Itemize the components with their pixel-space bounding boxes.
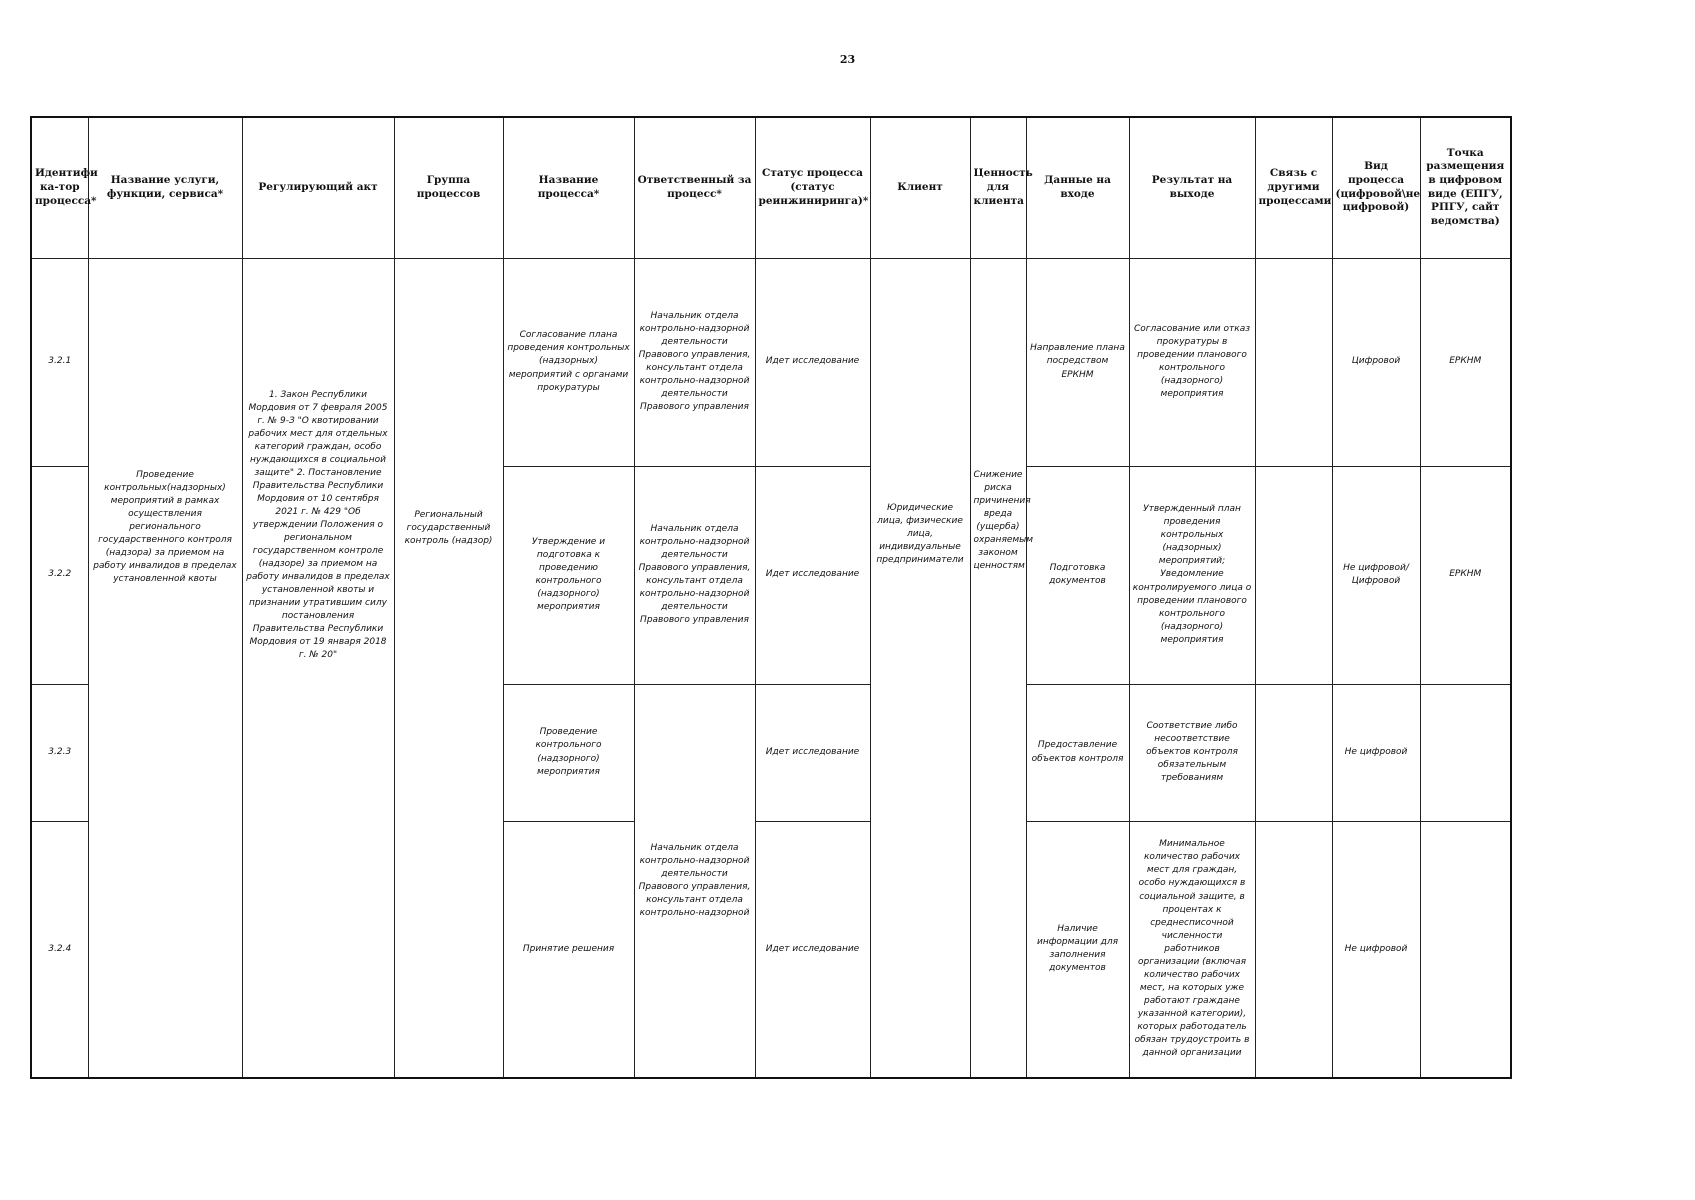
cell-input: Направление плана посредством ЕРКНМ — [1026, 258, 1129, 466]
header-cell-id: Идентифи ка-тор процесса* — [31, 117, 88, 258]
cell-act: 1. Закон Республики Мордовия от 7 февраля 2005 г. № 9-З "О квотировании рабочих мест для отдельных категорий граждан, особо нуждающихся в социальной защите" 2. Постановление Правительства Республики Мордовия от 10 сентября 2021 г. № 429 "Об утверждении Положения о региональном государственном контроле (надзоре) за приемом на работу инвалидов в пределах установленной квоты и признании утратившим силу постановления Правительства Республики Мордовия от 19 января 2018 г. № 20" — [242, 258, 394, 1078]
process-table — [30, 116, 1512, 1079]
cell-status: Идет исследование — [755, 466, 870, 684]
cell-kind: Не цифровой/Цифровой — [1332, 466, 1420, 684]
cell-input: Предоставление объектов контроля — [1026, 684, 1129, 821]
cell-status: Идет исследование — [755, 684, 870, 821]
header-cell-service: Название услуги, функции, сервиса* — [88, 117, 242, 258]
cell-point: ЕРКНМ — [1420, 258, 1511, 466]
page-number: 23 — [839, 53, 856, 66]
table-row — [31, 258, 1511, 466]
cell-input: Подготовка документов — [1026, 466, 1129, 684]
cell-link — [1255, 466, 1332, 684]
cell-link — [1255, 258, 1332, 466]
header-cell-responsible: Ответственный за процесс* — [634, 117, 755, 258]
header-cell-output: Результат на выходе — [1129, 117, 1255, 258]
header-cell-point: Точка размещения в цифровом виде (ЕПГУ, РПГУ, сайт ведомства) — [1420, 117, 1511, 258]
header-cell-client: Клиент — [870, 117, 970, 258]
header-cell-kind: Вид процесса (цифровой\не цифровой) — [1332, 117, 1420, 258]
cell-responsible: Начальник отдела контрольно-надзорной деятельности Правового управления, консультант отдела контрольно-надзорной деятельности Правового управления — [634, 258, 755, 466]
cell-id: 3.2.2 — [31, 466, 88, 684]
cell-kind: Не цифровой — [1332, 821, 1420, 1078]
cell-link — [1255, 821, 1332, 1078]
header-cell-act: Регулирующий акт — [242, 117, 394, 258]
cell-responsible: Начальник отдела контрольно-надзорной деятельности Правового управления, консультант отдела контрольно-надзорной деятельности Правового управления — [634, 466, 755, 684]
cell-kind: Не цифровой — [1332, 684, 1420, 821]
cell-client: Юридические лица, физические лица, индивидуальные предприниматели — [870, 258, 970, 1078]
cell-group: Региональный государственный контроль (надзор) — [394, 258, 503, 1078]
cell-service: Проведение контрольных(надзорных) мероприятий в рамках осуществления регионального государственного контроля (надзора) за приемом на работу инвалидов в пределах установленной квоты — [88, 258, 242, 1078]
header-cell-link: Связь с другими процессами — [1255, 117, 1332, 258]
header-cell-input: Данные на входе — [1026, 117, 1129, 258]
cell-id: 3.2.4 — [31, 821, 88, 1078]
cell-point — [1420, 821, 1511, 1078]
cell-link — [1255, 684, 1332, 821]
header-cell-value: Ценность для клиента — [970, 117, 1026, 258]
cell-id: 3.2.3 — [31, 684, 88, 821]
cell-process: Согласование плана проведения контрольных (надзорных) мероприятий с органами прокуратуры — [503, 258, 634, 466]
cell-status: Идет исследование — [755, 258, 870, 466]
cell-output: Утвержденный план проведения контрольных (надзорных) мероприятий; Уведомление контролируемого лица о проведении планового контрольного (надзорного) мероприятия — [1129, 466, 1255, 684]
cell-process: Утверждение и подготовка к проведению контрольного (надзорного) мероприятия — [503, 466, 634, 684]
cell-output: Соответствие либо несоответствие объектов контроля обязательным требованиям — [1129, 684, 1255, 821]
cell-input: Наличие информации для заполнения документов — [1026, 821, 1129, 1078]
cell-point: ЕРКНМ — [1420, 466, 1511, 684]
cell-output: Согласование или отказ прокуратуры в проведении планового контрольного (надзорного) мероприятия — [1129, 258, 1255, 466]
cell-id: 3.2.1 — [31, 258, 88, 466]
header-cell-group: Группа процессов — [394, 117, 503, 258]
cell-responsible-merged: Начальник отдела контрольно-надзорной деятельности Правового управления, консультант отдела контрольно-надзорной — [634, 684, 755, 1078]
cell-point — [1420, 684, 1511, 821]
cell-process: Принятие решения — [503, 821, 634, 1078]
cell-output: Минимальное количество рабочих мест для граждан, особо нуждающихся в социальной защите, в процентах к среднесписочной численности работников организации (включая количество рабочих мест, на которых уже работают граждане указанной категории), которых работодатель обязан трудоустроить в данной организации — [1129, 821, 1255, 1078]
table-header-row — [31, 117, 1511, 258]
cell-value: Снижение риска причинения вреда (ущерба) охраняемым законом ценностям — [970, 258, 1026, 1078]
cell-kind: Цифровой — [1332, 258, 1420, 466]
header-cell-status: Статус процесса (статус реинжиниринга)* — [755, 117, 870, 258]
cell-process: Проведение контрольного (надзорного) мероприятия — [503, 684, 634, 821]
header-cell-process: Название процесса* — [503, 117, 634, 258]
cell-status: Идет исследование — [755, 821, 870, 1078]
